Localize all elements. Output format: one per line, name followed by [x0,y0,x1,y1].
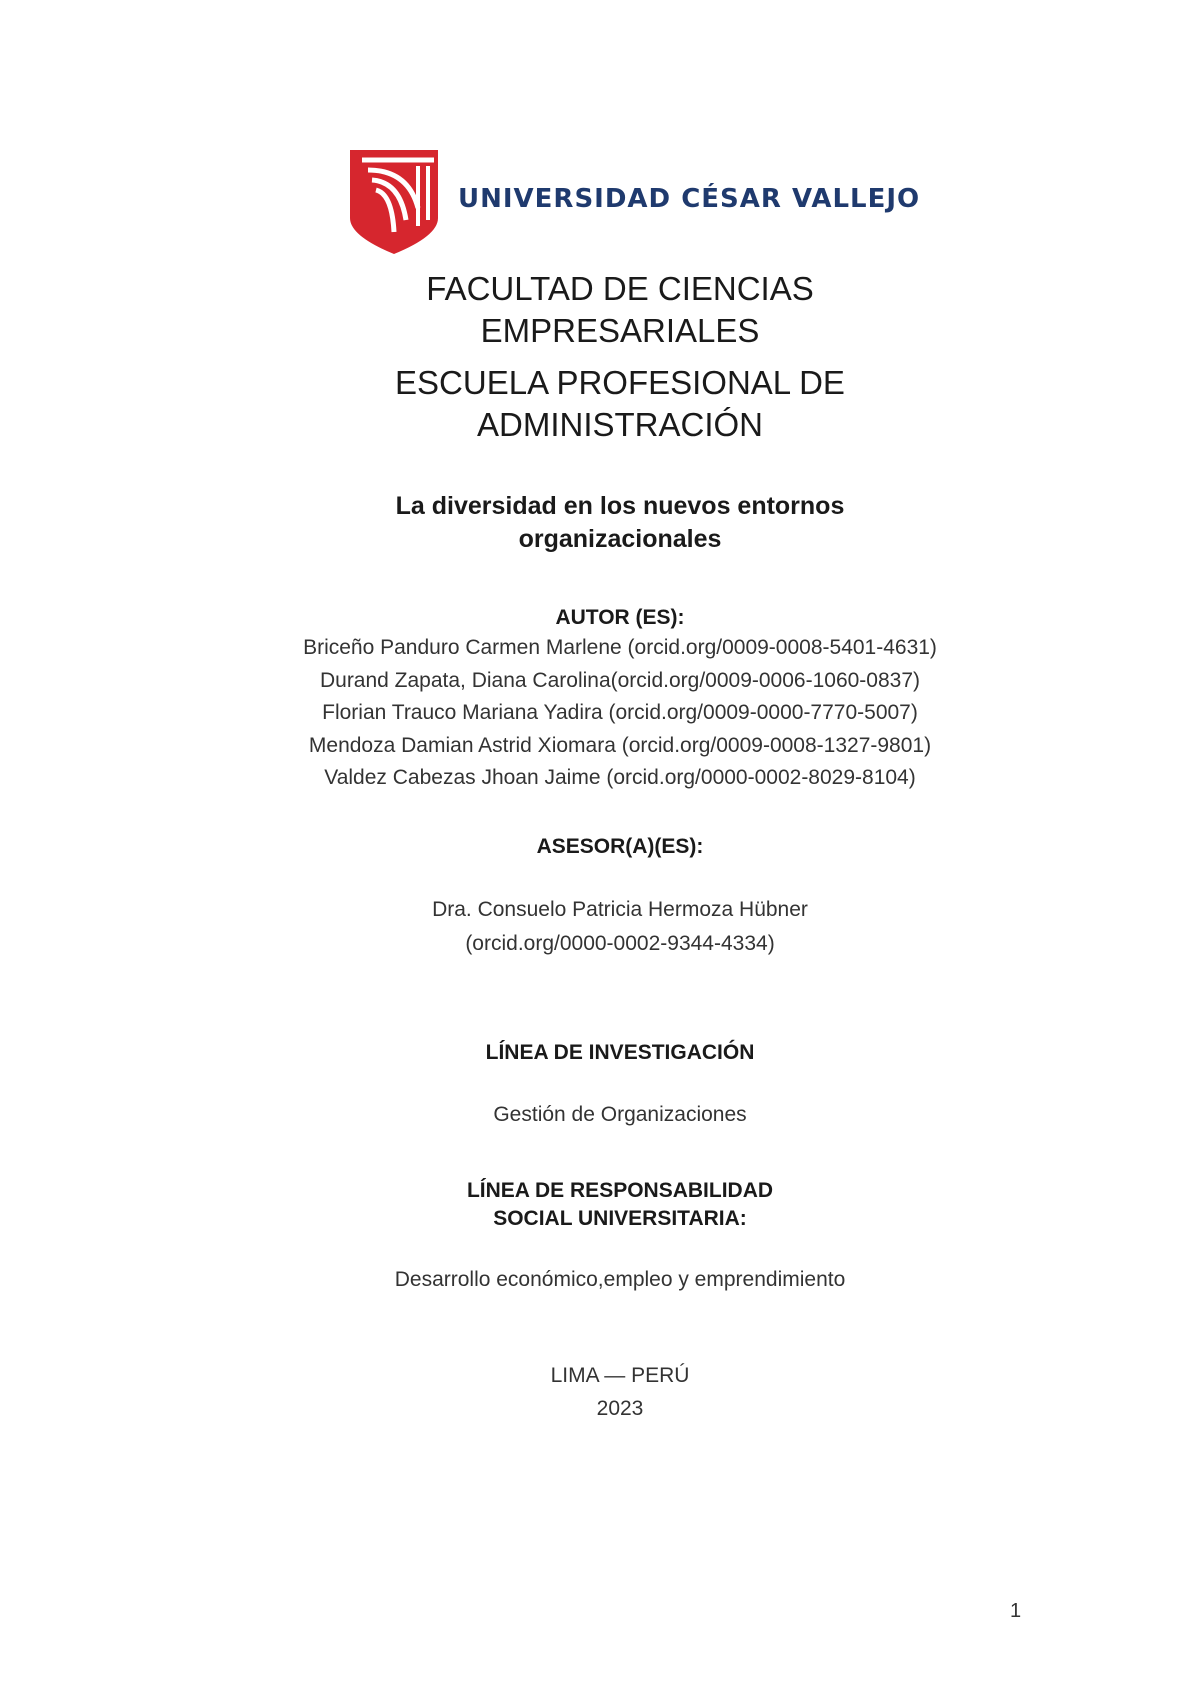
social-responsibility-label-line1: LÍNEA DE RESPONSABILIDAD [466,1179,774,1202]
university-shield-icon [348,148,440,256]
research-line-value: Gestión de Organizaciones [493,1103,747,1126]
university-name [458,184,920,214]
thesis-title-line1: La diversidad en los nuevos entornos [395,492,845,520]
advisor-block [200,893,1040,961]
author-item: Valdez Cabezas Jhoan Jaime (orcid.org/0000-0002-8029-8104) [324,766,916,789]
advisor-orcid: (orcid.org/0000-0002-9344-4334) [465,932,775,955]
university-logo [348,148,921,258]
school-heading [200,362,1040,446]
page-number: 1 [1010,1600,1022,1622]
advisor-label: ASESOR(A)(ES): [536,835,704,858]
author-item: Mendoza Damian Astrid Xiomara (orcid.org/0009-0008-1327-9801) [308,733,932,757]
advisor-name: Dra. Consuelo Patricia Hermoza Hübner [432,898,808,921]
faculty-line2: EMPRESARIALES [480,312,760,349]
author-item: Durand Zapata, Diana Carolina(orcid.org/0009-0006-1060-0837) [319,668,921,692]
author-item: Briceño Panduro Carmen Marlene (orcid.org/0009-0008-5401-4631) [303,636,937,659]
place: LIMA — PERÚ [550,1364,690,1387]
authors-label: AUTOR (ES): [555,606,685,629]
authors-list [200,632,1040,795]
thesis-title-line2: organizacionales [518,525,722,553]
university-name-part1: UNIVERSIDAD [458,184,672,214]
university-name-part3: VALLEJO [791,184,921,214]
faculty-heading [200,268,1040,352]
social-responsibility-value: Desarrollo económico,empleo y emprendimiento [394,1268,846,1291]
author-item: Florian Trauco Mariana Yadira (orcid.org/0009-0000-7770-5007) [322,701,918,724]
social-responsibility-label [200,1177,1040,1233]
place-and-year [200,1359,1040,1425]
social-responsibility-label-line2: SOCIAL UNIVERSITARIA: [493,1207,747,1230]
school-line2: ADMINISTRACIÓN [476,406,763,443]
university-name-part2: CÉSAR [681,184,782,214]
research-line-label: LÍNEA DE INVESTIGACIÓN [485,1041,755,1064]
thesis-title [200,490,1040,556]
faculty-line1: FACULTAD DE CIENCIAS [426,270,814,307]
school-line1: ESCUELA PROFESIONAL DE [395,364,845,401]
year: 2023 [596,1397,644,1420]
